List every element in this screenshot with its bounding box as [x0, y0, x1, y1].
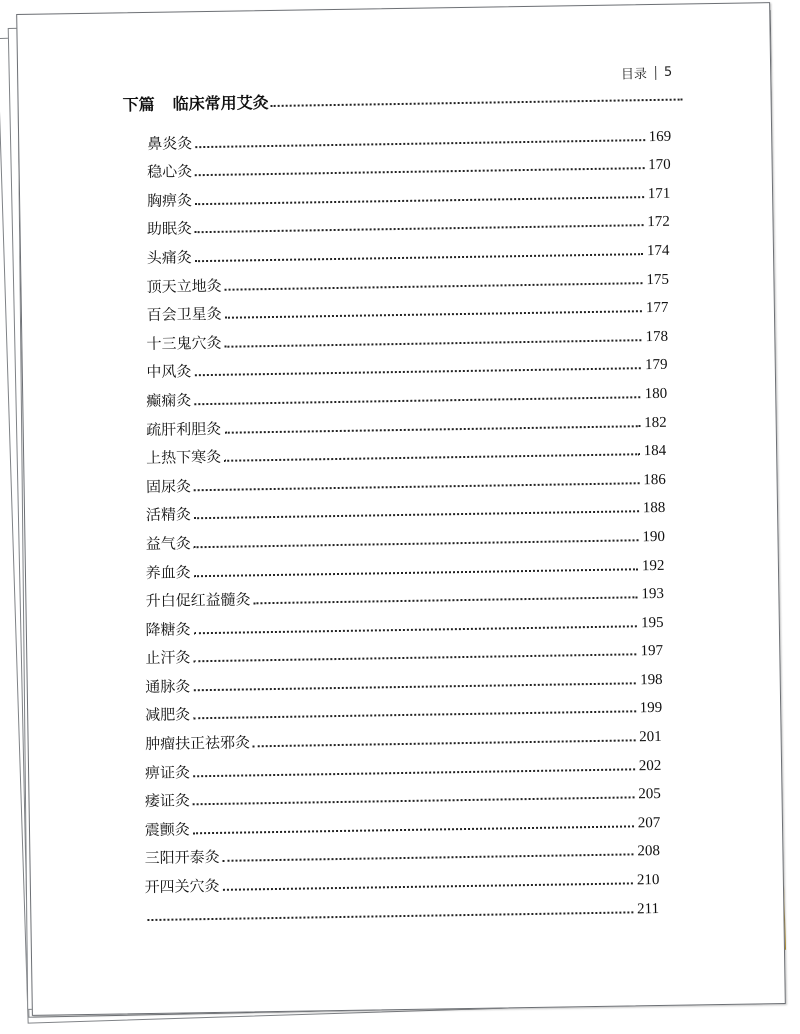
toc-entry-title: 益气灸: [145, 534, 191, 553]
toc-entry-page: 199: [639, 700, 663, 717]
toc-entry-title: 疏肝利胆灸: [146, 419, 222, 439]
toc-entry-title: 开四关穴灸: [144, 876, 220, 897]
toc-entry-page: 205: [638, 786, 661, 803]
toc-entry-title: 十三鬼穴灸: [146, 333, 222, 353]
toc-entry-title: 肿瘤扶正祛邪灸: [144, 733, 251, 754]
section-heading: [122, 83, 682, 116]
toc-entry-page: 184: [643, 442, 667, 460]
toc-list: [144, 117, 684, 926]
header-page-number: 5: [663, 64, 673, 80]
header-separator: [655, 65, 656, 79]
toc-entry-title: 顶天立地灸: [146, 276, 222, 296]
toc-entry-title: 百会卫星灸: [146, 304, 222, 325]
toc-entry-title: 胸痹灸: [146, 191, 193, 210]
toc-entry-page: 175: [646, 271, 670, 288]
toc-entry-page: 190: [642, 528, 666, 546]
toc-entry-page: 201: [639, 728, 662, 746]
toc-entry-page: 171: [647, 185, 671, 202]
toc-entry-title: 降糖灸: [145, 620, 191, 639]
toc-entry-title: 助眠灸: [146, 219, 193, 239]
toc-entry-title: 头痛灸: [146, 248, 192, 267]
toc-entry-title: 三阳开泰灸: [144, 848, 220, 868]
toc-entry-page: 193: [641, 585, 665, 603]
toc-entry-page: 197: [640, 643, 664, 660]
toc-entry-title: 痿证灸: [144, 791, 191, 811]
dot-leader: [148, 911, 634, 921]
dot-leader: [253, 739, 635, 747]
toc-entry-page: 198: [639, 671, 663, 689]
section-prefix: 下篇: [122, 94, 155, 115]
toc-entry-title: 活精灸: [145, 505, 192, 525]
toc-entry-page: 202: [638, 757, 662, 774]
section-title: 临床常用艾灸: [172, 93, 269, 114]
toc-entry-title: 固尿灸: [145, 477, 192, 496]
toc-entry-page: 186: [643, 471, 666, 488]
toc-entry-page: 179: [644, 357, 668, 374]
toc-entry-title: 痹证灸: [144, 763, 191, 782]
toc-entry-page: 169: [648, 128, 672, 145]
toc-entry-title: 止汗灸: [145, 648, 191, 668]
running-header: [621, 63, 673, 83]
toc-entry-title: 升白促红益髓灸: [145, 590, 251, 611]
toc-entry-title: 减肥灸: [145, 705, 191, 725]
toc-entry-page: 180: [644, 385, 668, 403]
toc-entry-page: 178: [645, 328, 669, 345]
toc-entry-title: 上热下寒灸: [145, 447, 222, 468]
toc-entry-title: 中风灸: [146, 362, 192, 382]
toc-entry-title: 通脉灸: [145, 677, 191, 696]
toc-entry-page: 210: [636, 872, 660, 889]
header-label: 目录: [620, 67, 648, 83]
toc-entry-page: 207: [637, 814, 661, 832]
toc-entry-page: 174: [646, 242, 670, 260]
toc-entry-title: 癫痫灸: [146, 391, 192, 410]
toc-entry-page: 182: [644, 414, 667, 431]
toc-entry-page: 177: [645, 299, 669, 317]
dot-leader: [254, 596, 638, 604]
toc-entry-page: 172: [647, 214, 670, 231]
toc-entry-page: 211: [636, 900, 660, 917]
toc-entry-title: 养血灸: [145, 562, 191, 582]
toc-entry-page: 192: [641, 557, 665, 574]
toc-entry-page: 195: [640, 614, 664, 631]
toc-entry-page: 208: [637, 843, 661, 860]
toc-page: [16, 2, 786, 1016]
toc-entry-page: 188: [642, 500, 666, 517]
toc-entry-title: 鼻炎灸: [147, 133, 193, 153]
toc-entry-page: 170: [648, 156, 671, 174]
dot-leader: [271, 99, 683, 107]
toc-entry-title: 震颤灸: [144, 820, 190, 839]
toc-entry-title: 稳心灸: [146, 162, 193, 182]
